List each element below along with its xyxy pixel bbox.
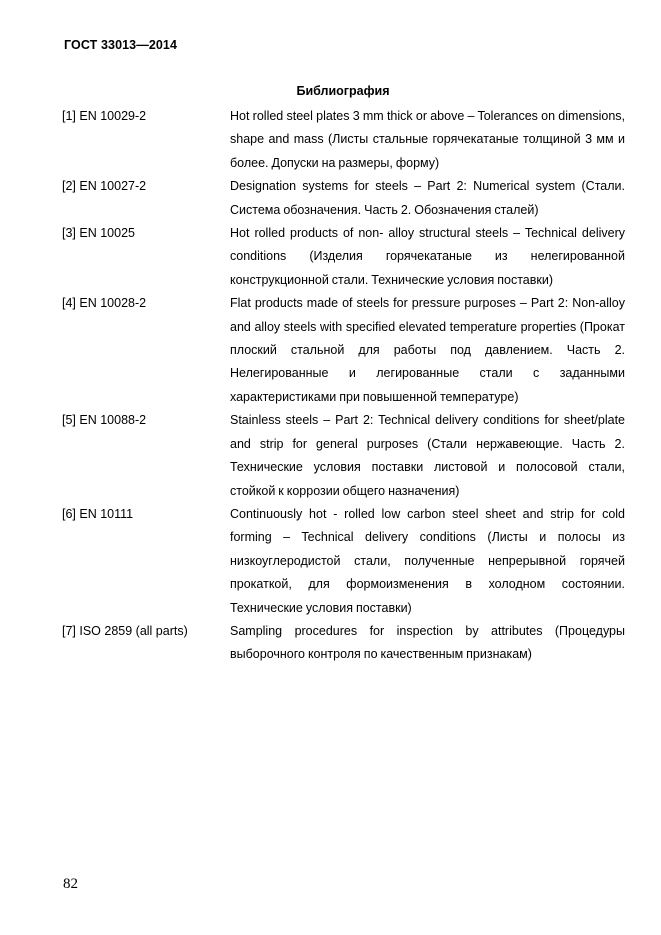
reference-item xyxy=(62,409,625,503)
reference-item xyxy=(62,175,625,222)
reference-item xyxy=(62,503,625,620)
bibliography-title: Библиография xyxy=(296,84,390,98)
reference-code: [5] EN 10088-2 xyxy=(62,413,147,428)
reference-code: [1] EN 10029-2 xyxy=(62,109,147,123)
reference-item xyxy=(62,105,625,175)
reference-item xyxy=(62,222,625,292)
reference-description: Stainless steels – Part 2: Technical delivery conditions for sheet/plate and strip for general purposes (Стали нержавеющие. Часть 2. Технические условия поставки листовой и полосовой стали, стойкой к коррозии общего назначения) xyxy=(230,413,625,498)
reference-code: [3] EN 10025 xyxy=(62,226,135,241)
reference-code: [2] EN 10027-2 xyxy=(62,179,147,194)
reference-code: [7] ISO 2859 (all parts) xyxy=(62,623,188,638)
reference-list xyxy=(62,105,625,667)
reference-description: Continuously hot - rolled low carbon steel sheet and strip for cold forming – Technical delivery conditions (Листы и полосы из низкоуглеродистой стали, полученные непрерывной горячей прокаткой, для формоизменения в холодном состоянии. Технические условия поставки) xyxy=(230,506,625,615)
reference-item xyxy=(62,292,625,409)
reference-code: [4] EN 10028-2 xyxy=(62,296,147,311)
document-header: ГОСТ 33013—2014 xyxy=(64,38,178,52)
reference-description: Designation systems for steels – Part 2: Numerical system (Стали. Система обозначения. Часть 2. Обозначения сталей) xyxy=(230,179,625,217)
reference-description: Flat products made of steels for pressure purposes – Part 2: Non-alloy and alloy steels with specified elevated temperature properties (Прокат плоский стальной для работы под давлением. Часть 2. Нелегированные и легированные стали с заданными характеристиками при повышенной температуре) xyxy=(230,296,625,404)
reference-description: Sampling procedures for inspection by attributes (Процедуры выборочного контроля по качественным признакам) xyxy=(230,623,625,662)
reference-description: Hot rolled products of non- alloy structural steels – Technical delivery conditions (Изделия горячекатаные из нелегированной конструкционной стали. Технические условия поставки) xyxy=(230,226,625,287)
page-number: 82 xyxy=(63,876,78,892)
reference-item xyxy=(62,620,625,667)
reference-description: Hot rolled steel plates 3 mm thick or above – Tolerances on dimensions, shape and mass (Листы стальные горячекатаные толщиной 3 мм и более. Допуски на размеры, форму) xyxy=(230,109,625,170)
reference-code: [6] EN 10111 xyxy=(62,506,134,521)
